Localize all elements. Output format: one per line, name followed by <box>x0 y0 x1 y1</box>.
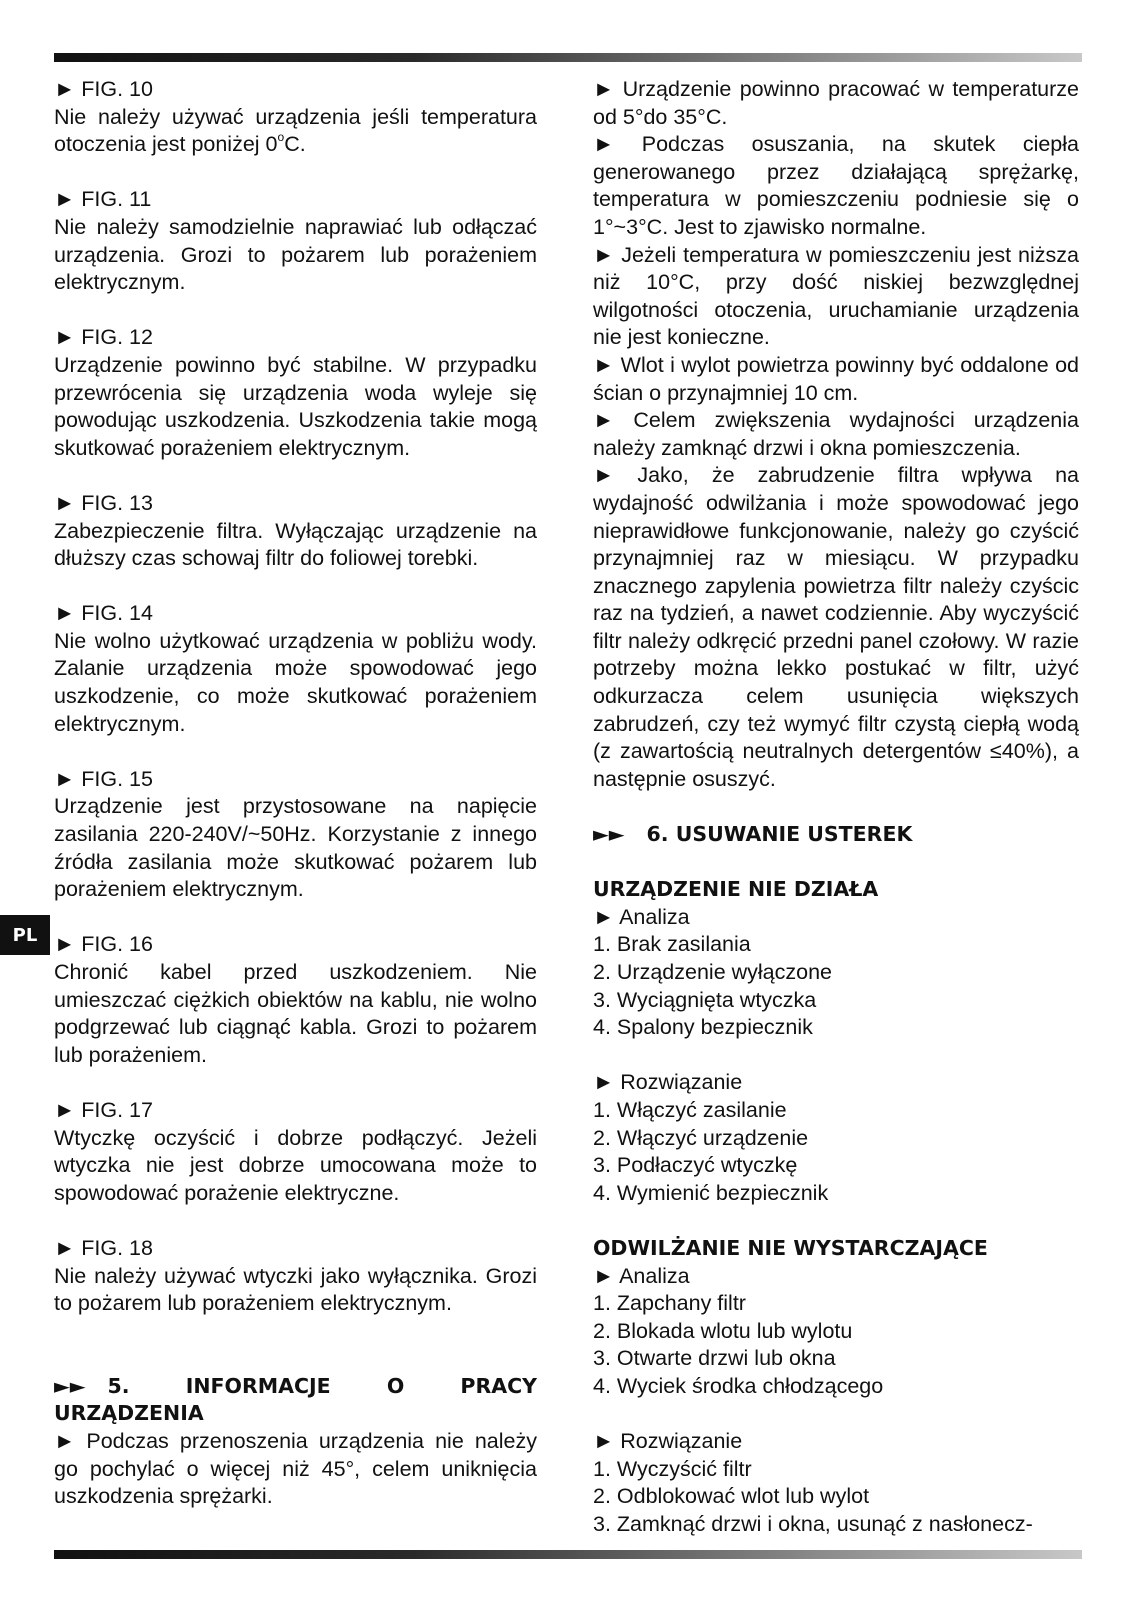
left-column <box>54 76 537 1511</box>
fig-17-text: Wtyczkę oczyścić i dobrze podłączyć. Jeżeli wtyczka nie jest dobrze umocowana może to spowodować porażenie elektryczne. <box>54 1125 537 1205</box>
section-5-paragraph: ► Podczas przenoszenia urządzenia nie należy go pochylać o więcej niż 45°, celem uniknięcia uszkodzenia sprężarki. <box>54 1428 537 1509</box>
fig-11-label: ► FIG. 11 <box>54 187 152 212</box>
list-item: 4. Wyciek środka chłodzącego <box>593 1373 884 1398</box>
fig-16-label: ► FIG. 16 <box>54 932 153 957</box>
operation-paragraph: ► Podczas osuszania, na skutek ciepła generowanego przez działającą sprężarkę, temperatura w pomieszczeniu podniesie się o 1°~3°C. Jest to zjawisko normalne. <box>593 132 1079 239</box>
fig-14-text: Nie wolno użytkować urządzenia w pobliżu wody. Zalanie urządzenia może spowodować jego uszkodzenie, co może skutkować porażeniem elektrycznym. <box>54 628 537 736</box>
list-item: 1. Brak zasilania <box>593 932 751 957</box>
operation-paragraph: ► Jeżeli temperatura w pomieszczeniu jest niższa niż 10°C, przy dość niskiej bezwzględnej wilgotności otoczenia, uruchamianie urządzenia nie jest konieczne. <box>593 242 1079 350</box>
fig-15-text: Urządzenie jest przystosowane na napięcie zasilania 220-240V/~50Hz. Korzystanie z innego źródła zasilania może skutkować pożarem lub porażeniem elektrycznym. <box>54 794 537 902</box>
bottom-gradient-rule <box>54 1550 1082 1559</box>
problem-heading: URZĄDZENIE NIE DZIAŁA <box>593 877 879 902</box>
fig-18-label: ► FIG. 18 <box>54 1235 153 1260</box>
list-item: 2. Blokada wlotu lub wylotu <box>593 1318 853 1343</box>
list-item: 4. Wymienić bezpiecznik <box>593 1180 829 1205</box>
list-item: 1. Włączyć zasilanie <box>593 1097 787 1122</box>
right-column <box>593 76 1079 1538</box>
fig-18-text: Nie należy używać wtyczki jako wyłącznika. Grozi to pożarem lub porażeniem elektrycznym. <box>54 1263 537 1316</box>
list-item: 3. Zamknąć drzwi i okna, usunąć z nasłonecz- <box>593 1511 1033 1536</box>
list-item: 3. Otwarte drzwi lub okna <box>593 1346 836 1371</box>
solution-label: ► Rozwiązanie <box>593 1070 743 1095</box>
problem-heading: ODWILŻANIE NIE WYSTARCZAJĄCE <box>593 1235 988 1260</box>
list-item: 2. Włączyć urządzenie <box>593 1125 809 1150</box>
fig-12-text: Urządzenie powinno być stabilne. W przypadku przewrócenia się urządzenia woda wyleje się powodując uszkodzenia. Uszkodzenia takie mogą skutkować porażeniem elektrycznym. <box>54 352 537 460</box>
fig-17-label: ► FIG. 17 <box>54 1097 153 1122</box>
operation-paragraph: ► Urządzenie powinno pracować w temperaturze od 5°do 35°C. <box>593 77 1079 129</box>
list-item: 3. Podłaczyć wtyczkę <box>593 1153 798 1178</box>
fig-16-text: Chronić kabel przed uszkodzeniem. Nie umieszczać ciężkich obiektów na kablu, nie wolno podgrzewać lub ciągnąć kabla. Grozi to pożarem lub porażeniem. <box>54 960 537 1067</box>
list-item: 2. Odblokować wlot lub wylot <box>593 1484 870 1509</box>
list-item: 1. Zapchany filtr <box>593 1291 746 1316</box>
fig-11-text: Nie należy samodzielnie naprawiać lub odłączać urządzenia. Grozi to pożarem lub porażeniem elektrycznym. <box>54 214 537 295</box>
list-item: 3. Wyciągnięta wtyczka <box>593 987 817 1012</box>
list-item: 1. Wyczyścić filtr <box>593 1456 752 1481</box>
fig-14-label: ► FIG. 14 <box>54 601 153 626</box>
analysis-label: ► Analiza <box>593 1263 690 1288</box>
solution-label: ► Rozwiązanie <box>593 1429 743 1454</box>
section-5-heading: ►► 5. INFORMACJE O PRACY URZĄDZENIA <box>54 1373 537 1426</box>
operation-paragraph: ► Jako, że zabrudzenie filtra wpływa na wydajność odwilżania i może spowodować jego nieprawidłowe funkcjonowanie, należy go czyścić przynajmniej raz w miesiącu. W przypadku znacznego zapylenia powietrza filtr należy czyścic raz na tydzień, a nawet codziennie. Aby wyczyścić filtr należy odkręcić przedni panel czołowy. W razie potrzeby można lekko postukać w filtr, użyć odkurzacza celem usunięcia większych zabrudzeń, czy też wymyć filtr czystą ciepłą wodą (z zawartością neutralnych detergentów ≤40%), a następnie osuszyć. <box>593 463 1079 791</box>
list-item: 4. Spalony bezpiecznik <box>593 1015 813 1040</box>
fig-10-label: ► FIG. 10 <box>54 77 153 101</box>
language-tab: PL <box>0 915 50 955</box>
fig-12-label: ► FIG. 12 <box>54 325 153 350</box>
fig-10-text: Nie należy używać urządzenia jeśli temperatura otoczenia jest poniżej 0$^o$C. <box>54 104 537 157</box>
fig-13-label: ► FIG. 13 <box>54 490 153 515</box>
section-6-heading: ►► 6. USUWANIE USTEREK <box>593 822 913 847</box>
fig-13-text: Zabezpieczenie filtra. Wyłączając urządzenie na dłuższy czas schowaj filtr do foliowej torebki. <box>54 518 537 571</box>
fig-15-label: ► FIG. 15 <box>54 766 153 791</box>
top-gradient-rule <box>54 53 1082 62</box>
analysis-label: ► Analiza <box>593 904 690 929</box>
degree-sign: o <box>277 130 285 145</box>
operation-paragraph: ► Celem zwiększenia wydajności urządzenia należy zamknąć drzwi i okna pomieszczenia. <box>593 408 1079 460</box>
operation-paragraph: ► Wlot i wylot powietrza powinny być oddalone od ścian o przynajmniej 10 cm. <box>593 352 1079 405</box>
list-item: 2. Urządzenie wyłączone <box>593 960 833 984</box>
